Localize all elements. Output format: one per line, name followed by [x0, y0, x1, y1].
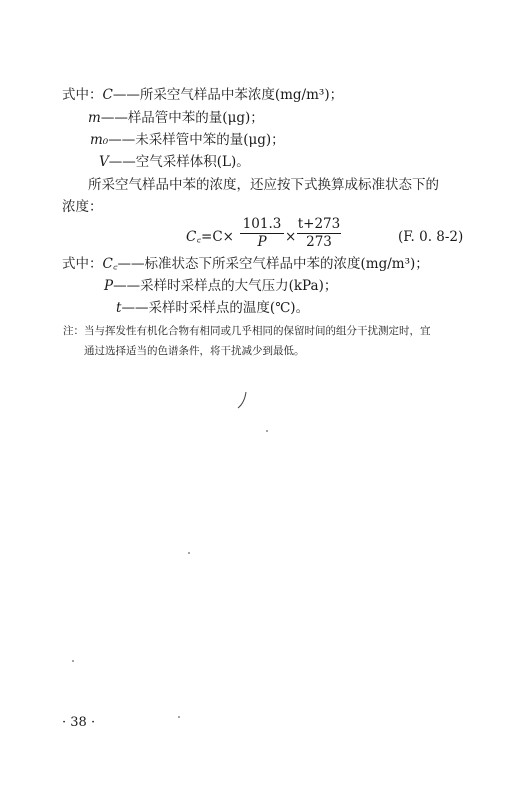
definition-text: 所采空气样品中苯浓度(mg/m³)；: [139, 87, 344, 103]
fraction-denominator: P: [257, 234, 267, 250]
symbol-t: t: [116, 300, 122, 316]
dash: ——: [108, 132, 136, 148]
scan-speck: [72, 660, 74, 662]
dash: ——: [113, 278, 141, 294]
fraction-temperature: [297, 217, 341, 250]
definition-c: [62, 86, 343, 104]
symbol-m: m: [88, 110, 101, 126]
symbol-cc: C꜀: [102, 256, 118, 272]
formula-times: ×: [285, 229, 297, 245]
formula-label: (F. 0. 8-2): [398, 229, 464, 245]
dash: ——: [108, 154, 136, 170]
symbol-cc: C꜀: [186, 229, 202, 245]
dash: ——: [117, 256, 145, 272]
scan-speck: [178, 716, 180, 718]
definition-p: [104, 277, 337, 295]
definition-text: 标准状态下所采空气样品中苯的浓度(mg/m³)；: [144, 256, 429, 272]
definition-m: [88, 109, 264, 127]
paragraph-line-1: 所采空气样品中苯的浓度，还应按下式换算成标准状态下的: [88, 177, 439, 193]
dash: ——: [100, 110, 128, 126]
definition-cc: [62, 255, 429, 273]
fraction-pressure: [240, 217, 284, 250]
symbol-v: V: [99, 154, 109, 170]
fraction-denominator: 273: [306, 234, 332, 250]
symbol-c: C: [102, 87, 113, 103]
fraction-numerator: 101.3: [242, 216, 282, 232]
definition-text: 采样时采样点的大气压力(kPa)；: [140, 278, 338, 294]
page-number: · 38 ·: [62, 715, 96, 730]
definition-v: [99, 153, 250, 171]
definition-t: [116, 299, 309, 317]
formula-lhs: [186, 228, 234, 246]
paragraph-line-2: 浓度：: [62, 199, 103, 215]
note-line-2: 通过选择适当的色谱条件，将干扰减少到最低。: [84, 345, 305, 357]
definition-text: 样品管中苯的量(μg)；: [127, 110, 264, 126]
dash: ——: [112, 87, 140, 103]
definition-text: 未采样管中笨的量(μg)；: [135, 132, 285, 148]
scan-mark: [236, 390, 250, 412]
symbol-p: P: [104, 278, 114, 294]
fraction-numerator: t+273: [297, 216, 341, 232]
symbol-m0: m₀: [90, 132, 109, 148]
definition-text: 采样时采样点的温度(℃)。: [148, 300, 310, 316]
definition-prefix: 式中：: [62, 87, 103, 103]
definition-m0: [90, 131, 285, 149]
scan-speck: [266, 430, 268, 432]
scan-speck: [188, 552, 190, 554]
note-line-1: 注：当与挥发性有机化合物有相同或几乎相同的保留时间的组分干扰测定时，宜: [63, 325, 431, 337]
formula-eq: =C×: [201, 229, 234, 245]
definition-text: 空气采样体积(L)。: [135, 154, 250, 170]
definition-prefix: 式中：: [62, 256, 103, 272]
dash: ——: [121, 300, 149, 316]
